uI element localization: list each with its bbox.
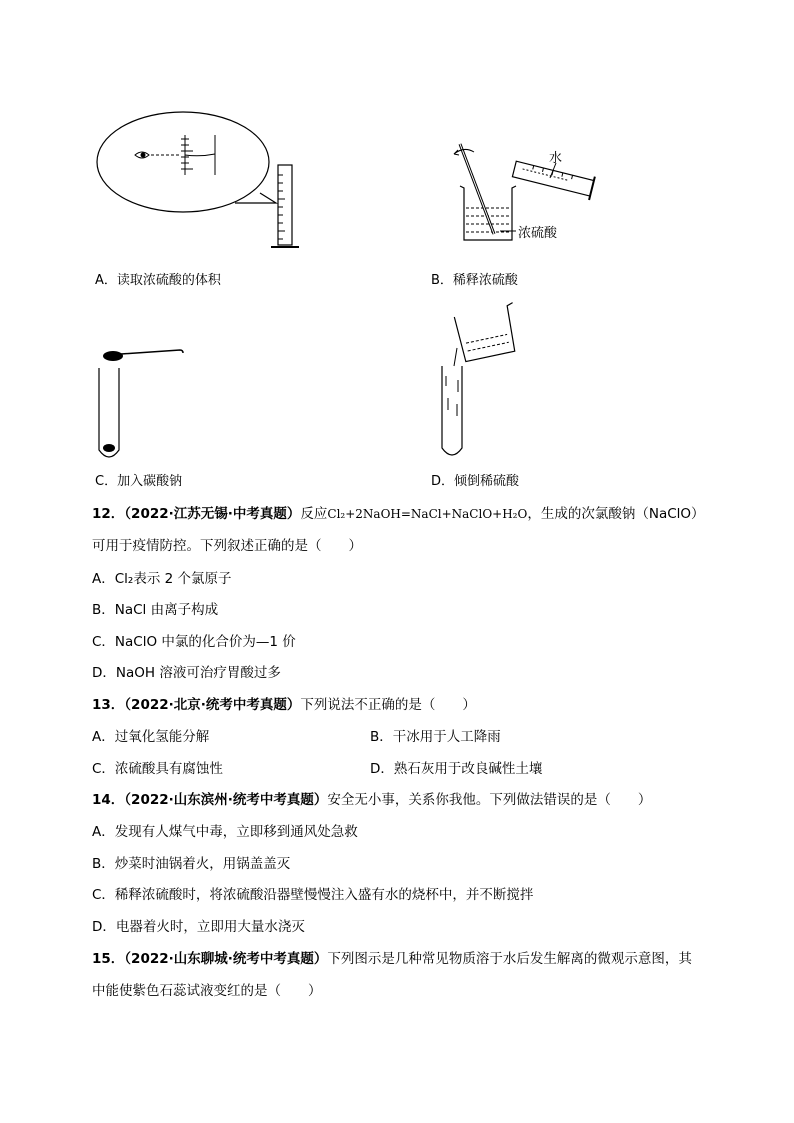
question-text: 反应 — [300, 506, 328, 522]
question-number: 15． — [92, 951, 125, 967]
test-tube-c — [99, 368, 119, 457]
caption-d: D．倾倒稀硫酸 — [431, 474, 520, 489]
figure-c-add-carbonate — [95, 340, 195, 465]
question-source: （2022·山东聊城·统考中考真题） — [124, 951, 328, 967]
option-13d[interactable]: D．熟石灰用于改良碱性土壤 — [370, 761, 543, 777]
question-12 — [92, 505, 705, 523]
question-source: （2022·北京·统考中考真题） — [124, 697, 301, 713]
caption-b: B．稀释浓硫酸 — [431, 273, 518, 288]
caption-a: A．读取浓硫酸的体积 — [95, 273, 221, 288]
figure-b-dilution — [450, 138, 605, 248]
zoom-bubble — [97, 112, 269, 212]
test-tube-d — [442, 366, 462, 455]
zoom-pointer — [235, 193, 276, 203]
question-text: 安全无小事，关系你我他。下列做法错误的是（ ） — [327, 792, 652, 808]
question-12-line2: 可用于疫情防控。下列叙述正确的是（ ） — [92, 538, 362, 554]
beaker — [460, 186, 516, 240]
option-12a[interactable]: A．Cl₂表示 2 个氯原子 — [92, 571, 232, 587]
zoomed-scale — [181, 135, 215, 175]
question-15-line2: 中能使紫色石蕊试液变红的是（ ） — [92, 983, 322, 999]
spoon-icon — [103, 350, 183, 361]
question-number: 13． — [92, 697, 125, 713]
question-source: （2022·江苏无锡·中考真题） — [124, 506, 301, 522]
option-13b[interactable]: B．干冰用于人工降雨 — [370, 729, 501, 745]
option-13c[interactable]: C．浓硫酸具有腐蚀性 — [92, 761, 223, 777]
question-number: 12． — [92, 506, 125, 522]
option-14a[interactable]: A．发现有人煤气中毒，立即移到通风处急救 — [92, 824, 358, 840]
option-12d[interactable]: D．NaOH 溶液可治疗胃酸过多 — [92, 665, 281, 681]
pouring-beaker — [454, 303, 523, 362]
option-13a[interactable]: A．过氧化氢能分解 — [92, 729, 210, 745]
question-number: 14． — [92, 792, 125, 808]
option-14d[interactable]: D．电器着火时，立即用大量水浇灭 — [92, 919, 305, 935]
figure-d-pouring — [430, 302, 520, 462]
chemical-equation: Cl₂+2NaOH=NaCl+NaClO+H₂O — [327, 507, 528, 521]
option-12c[interactable]: C．NaClO 中氯的化合价为—1 价 — [92, 634, 296, 650]
graduated-cylinder — [271, 165, 299, 247]
glass-rod — [454, 144, 494, 234]
pour-stream — [454, 348, 457, 366]
question-text: 下列图示是几种常见物质溶于水后发生解离的微观示意图，其 — [327, 951, 692, 967]
label-water: 水 — [549, 151, 563, 166]
option-14c[interactable]: C．稀释浓硫酸时，将浓硫酸沿器壁慢慢注入盛有水的烧杯中，并不断搅拌 — [92, 887, 534, 903]
question-source: （2022·山东滨州·统考中考真题） — [124, 792, 328, 808]
question-text: 下列说法不正确的是（ ） — [300, 697, 476, 713]
question-13 — [92, 696, 476, 714]
option-12b[interactable]: B．NaCl 由离子构成 — [92, 602, 219, 618]
figure-a-reading-cylinder — [95, 105, 305, 255]
eye-icon — [135, 152, 149, 158]
question-14 — [92, 791, 651, 809]
question-text-continued: ，生成的次氯酸钠（NaClO） — [527, 506, 705, 522]
option-14b[interactable]: B．炒菜时油锅着火，用锅盖盖灭 — [92, 856, 291, 872]
label-acid: 浓硫酸 — [518, 226, 558, 241]
question-15 — [92, 950, 692, 968]
caption-c: C．加入碳酸钠 — [95, 474, 183, 489]
